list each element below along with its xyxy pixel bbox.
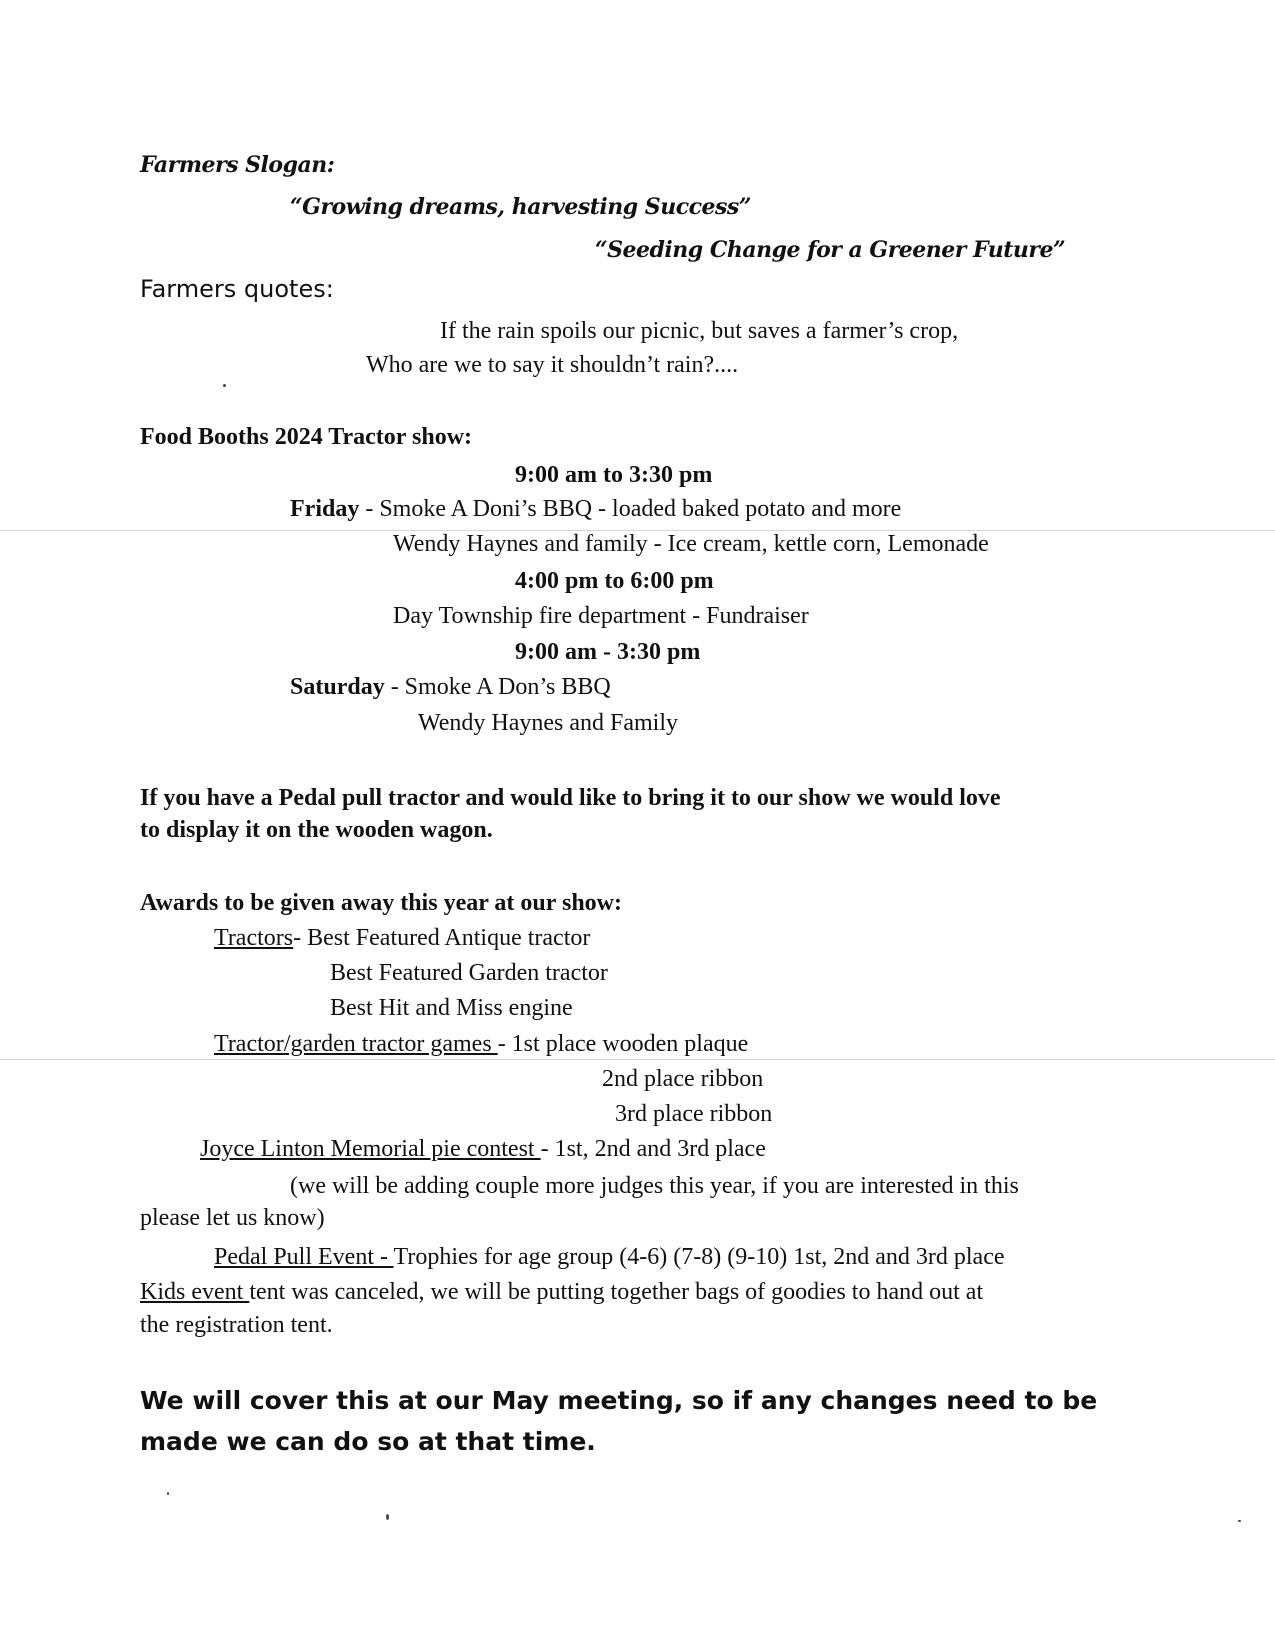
friday-time-1: 9:00 am to 3:30 pm (515, 462, 713, 488)
awards-tractors-line (214, 923, 590, 953)
awards-kids-line (140, 1277, 983, 1307)
awards-pedal-line (214, 1242, 1005, 1272)
awards-pie-note-2: please let us know) (140, 1205, 325, 1231)
awards-pie-label: Joyce Linton Memorial pie contest (200, 1136, 541, 1162)
friday-line-2: Wendy Haynes and family - Ice cream, kettle corn, Lemonade (393, 531, 989, 557)
saturday-booth-1: - Smoke A Don’s BBQ (384, 674, 611, 700)
awards-games-line (214, 1029, 748, 1059)
awards-tractors-label: Tractors (214, 925, 294, 951)
awards-pedal-label: Pedal Pull Event - (214, 1244, 394, 1270)
awards-kids-item: tent was canceled, we will be putting together bags of goodies to hand out at (249, 1279, 984, 1305)
slogan-2: “Seeding Change for a Greener Future” (595, 237, 1066, 263)
scan-speck (1238, 1520, 1241, 1522)
awards-pie-line (200, 1134, 766, 1164)
awards-games-label: Tractor/garden tractor games (214, 1031, 498, 1057)
saturday-line-2: Wendy Haynes and Family (418, 710, 679, 736)
awards-games-item-1: - 1st place wooden plaque (497, 1031, 749, 1057)
awards-games-item-2: 2nd place ribbon (602, 1066, 764, 1092)
friday-booth-1: - Smoke A Doni’s BBQ - loaded baked potato and more (359, 496, 902, 522)
awards-games-item-3: 3rd place ribbon (615, 1101, 773, 1127)
saturday-time: 9:00 am - 3:30 pm (515, 639, 701, 665)
friday-day-label: Friday (290, 496, 360, 522)
awards-pie-item: - 1st, 2nd and 3rd place (540, 1136, 766, 1162)
pedal-tractor-line-2: to display it on the wooden wagon. (140, 817, 493, 843)
awards-kids-item-2: the registration tent. (140, 1312, 333, 1338)
scan-speck (386, 1514, 389, 1520)
awards-pie-note-1: (we will be adding couple more judges this year, if you are interested in this (290, 1173, 1019, 1199)
food-booths-heading: Food Booths 2024 Tractor show: (140, 424, 473, 450)
awards-heading: Awards to be given away this year at our show: (140, 890, 623, 916)
pedal-tractor-line-1: If you have a Pedal pull tractor and would like to bring it to our show we would love (140, 785, 1001, 811)
friday-time-2: 4:00 pm to 6:00 pm (515, 568, 714, 594)
closing-line-2: made we can do so at that time. (140, 1427, 596, 1456)
friday-line-1 (290, 494, 901, 524)
awards-tractors-item-1: - Best Featured Antique tractor (293, 925, 591, 951)
scan-speck (223, 384, 226, 387)
slogan-heading: Farmers Slogan: (140, 152, 335, 178)
awards-tractors-item-3: Best Hit and Miss engine (330, 995, 573, 1021)
quote-line-1: If the rain spoils our picnic, but saves a farmer’s crop, (440, 318, 959, 344)
quotes-heading: Farmers quotes: (140, 275, 334, 303)
scan-speck (167, 1492, 169, 1495)
awards-pedal-item: Trophies for age group (4-6) (7-8) (9-10) 1st, 2nd and 3rd place (393, 1244, 1005, 1270)
slogan-1: “Growing dreams, harvesting Success” (290, 194, 751, 220)
awards-tractors-item-2: Best Featured Garden tractor (330, 960, 608, 986)
closing-line-1: We will cover this at our May meeting, so if any changes need to be (140, 1386, 1098, 1415)
awards-kids-label: Kids event (140, 1279, 250, 1305)
quote-line-2: Who are we to say it shouldn’t rain?.... (366, 352, 739, 378)
saturday-day-label: Saturday (290, 674, 385, 700)
saturday-line-1 (290, 672, 611, 702)
friday-line-3: Day Township fire department - Fundraiser (393, 603, 809, 629)
scan-line (0, 1059, 1275, 1060)
